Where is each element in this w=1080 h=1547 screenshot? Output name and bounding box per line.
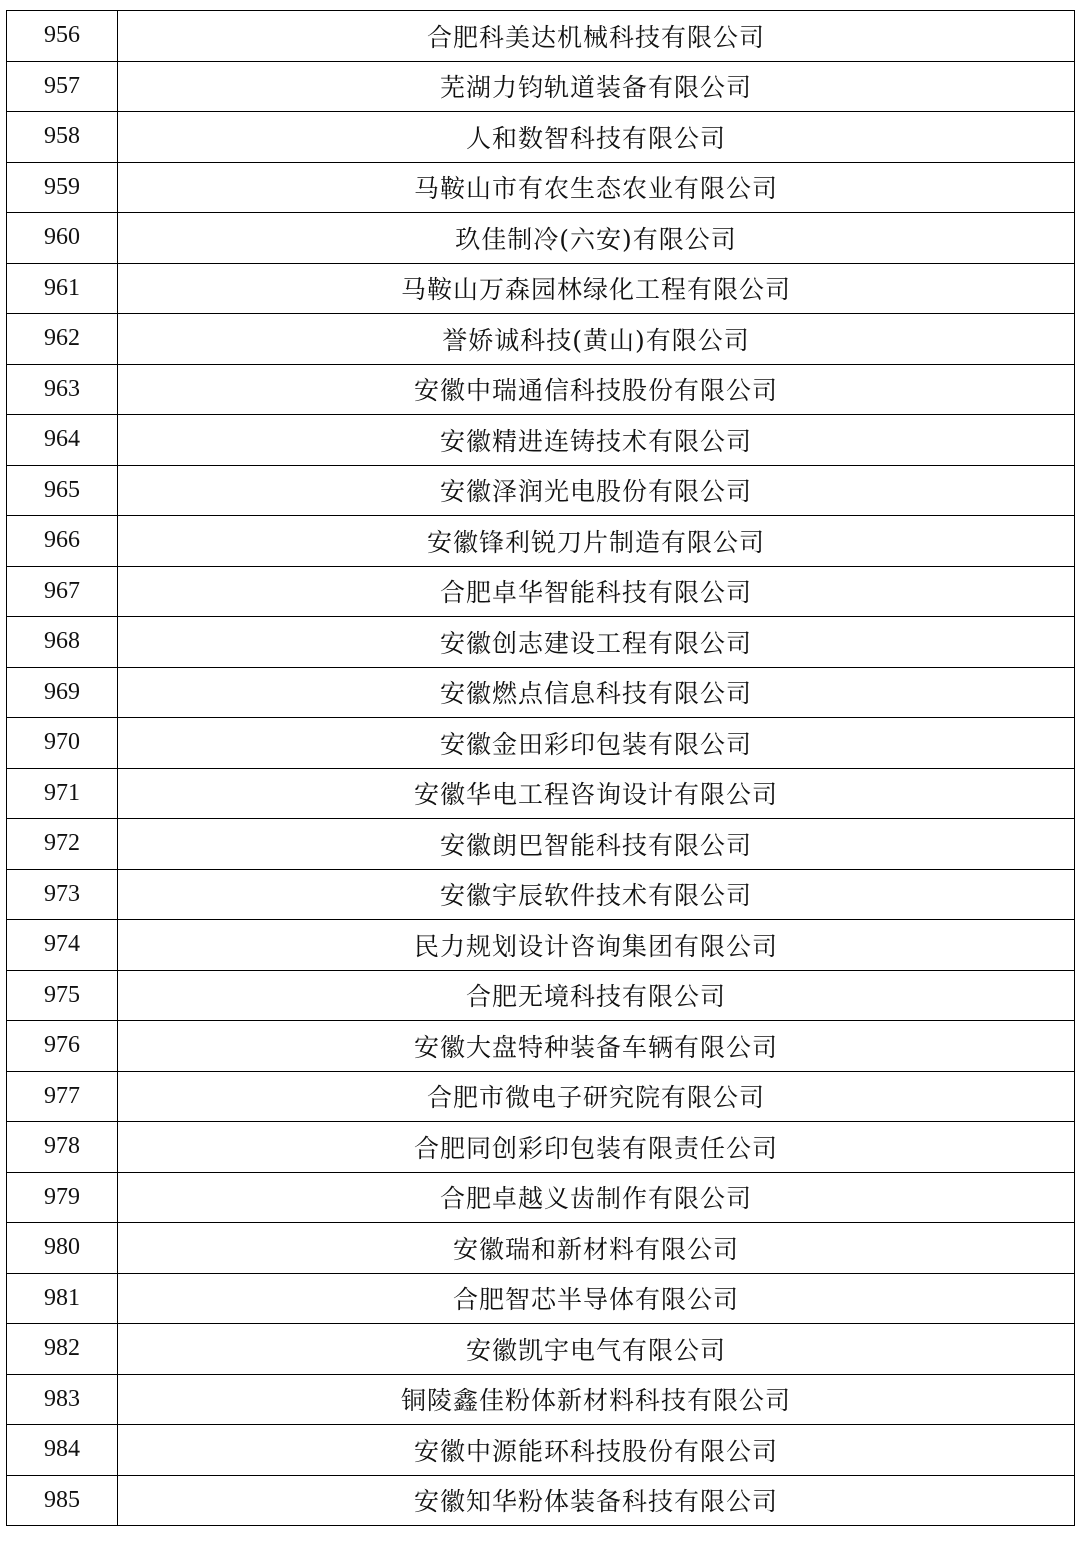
row-number-cell: 964 <box>7 415 118 466</box>
table-row <box>7 768 1075 819</box>
row-number-cell: 959 <box>7 162 118 213</box>
row-number-cell: 972 <box>7 819 118 870</box>
row-number-cell: 978 <box>7 1122 118 1173</box>
company-name-cell: 芜湖力钧轨道装备有限公司 <box>118 61 1075 112</box>
company-name-cell: 安徽凯宇电气有限公司 <box>118 1324 1075 1375</box>
table-row <box>7 162 1075 213</box>
company-name-cell: 合肥卓华智能科技有限公司 <box>118 566 1075 617</box>
company-name-cell: 安徽宇辰软件技术有限公司 <box>118 869 1075 920</box>
table-row <box>7 566 1075 617</box>
company-name-cell: 安徽燃点信息科技有限公司 <box>118 667 1075 718</box>
table-row <box>7 1324 1075 1375</box>
table-row <box>7 516 1075 567</box>
table-row <box>7 869 1075 920</box>
row-number-cell: 977 <box>7 1071 118 1122</box>
row-number-cell: 966 <box>7 516 118 567</box>
table-row <box>7 112 1075 163</box>
table-row <box>7 263 1075 314</box>
row-number-cell: 975 <box>7 970 118 1021</box>
row-number-cell: 963 <box>7 364 118 415</box>
table-row <box>7 970 1075 1021</box>
table-row <box>7 465 1075 516</box>
table-row <box>7 1475 1075 1526</box>
table-row <box>7 1223 1075 1274</box>
table-row <box>7 415 1075 466</box>
row-number-cell: 982 <box>7 1324 118 1375</box>
company-name-cell: 合肥卓越义齿制作有限公司 <box>118 1172 1075 1223</box>
company-name-cell: 安徽精进连铸技术有限公司 <box>118 415 1075 466</box>
row-number-cell: 960 <box>7 213 118 264</box>
row-number-cell: 968 <box>7 617 118 668</box>
table-body <box>7 11 1075 1526</box>
row-number-cell: 981 <box>7 1273 118 1324</box>
table-row <box>7 920 1075 971</box>
row-number-cell: 961 <box>7 263 118 314</box>
row-number-cell: 974 <box>7 920 118 971</box>
table-row <box>7 364 1075 415</box>
company-list-table <box>6 10 1075 1526</box>
row-number-cell: 976 <box>7 1021 118 1072</box>
row-number-cell: 956 <box>7 11 118 62</box>
row-number-cell: 971 <box>7 768 118 819</box>
table-row <box>7 1172 1075 1223</box>
table-row <box>7 1071 1075 1122</box>
row-number-cell: 958 <box>7 112 118 163</box>
row-number-cell: 965 <box>7 465 118 516</box>
row-number-cell: 962 <box>7 314 118 365</box>
row-number-cell: 969 <box>7 667 118 718</box>
company-name-cell: 玖佳制冷(六安)有限公司 <box>118 213 1075 264</box>
table-row <box>7 1425 1075 1476</box>
company-name-cell: 安徽创志建设工程有限公司 <box>118 617 1075 668</box>
company-name-cell: 安徽金田彩印包装有限公司 <box>118 718 1075 769</box>
row-number-cell: 984 <box>7 1425 118 1476</box>
row-number-cell: 979 <box>7 1172 118 1223</box>
row-number-cell: 967 <box>7 566 118 617</box>
company-name-cell: 安徽华电工程咨询设计有限公司 <box>118 768 1075 819</box>
company-name-cell: 安徽中源能环科技股份有限公司 <box>118 1425 1075 1476</box>
table-row <box>7 1021 1075 1072</box>
company-name-cell: 合肥科美达机械科技有限公司 <box>118 11 1075 62</box>
company-name-cell: 安徽中瑞通信科技股份有限公司 <box>118 364 1075 415</box>
row-number-cell: 983 <box>7 1374 118 1425</box>
company-name-cell: 合肥市微电子研究院有限公司 <box>118 1071 1075 1122</box>
table-row <box>7 61 1075 112</box>
company-name-cell: 合肥同创彩印包装有限责任公司 <box>118 1122 1075 1173</box>
row-number-cell: 980 <box>7 1223 118 1274</box>
company-name-cell: 马鞍山万森园林绿化工程有限公司 <box>118 263 1075 314</box>
table-row <box>7 314 1075 365</box>
company-list-table-container <box>6 10 1074 1526</box>
company-name-cell: 合肥无境科技有限公司 <box>118 970 1075 1021</box>
company-name-cell: 铜陵鑫佳粉体新材料科技有限公司 <box>118 1374 1075 1425</box>
company-name-cell: 誉娇诚科技(黄山)有限公司 <box>118 314 1075 365</box>
row-number-cell: 985 <box>7 1475 118 1526</box>
table-row <box>7 213 1075 264</box>
row-number-cell: 957 <box>7 61 118 112</box>
table-row <box>7 1122 1075 1173</box>
company-name-cell: 安徽泽润光电股份有限公司 <box>118 465 1075 516</box>
company-name-cell: 安徽锋利锐刀片制造有限公司 <box>118 516 1075 567</box>
company-name-cell: 人和数智科技有限公司 <box>118 112 1075 163</box>
table-row <box>7 1374 1075 1425</box>
table-row <box>7 617 1075 668</box>
company-name-cell: 安徽瑞和新材料有限公司 <box>118 1223 1075 1274</box>
company-name-cell: 民力规划设计咨询集团有限公司 <box>118 920 1075 971</box>
company-name-cell: 安徽知华粉体装备科技有限公司 <box>118 1475 1075 1526</box>
company-name-cell: 马鞍山市有农生态农业有限公司 <box>118 162 1075 213</box>
table-row <box>7 1273 1075 1324</box>
table-row <box>7 11 1075 62</box>
row-number-cell: 970 <box>7 718 118 769</box>
table-row <box>7 718 1075 769</box>
table-row <box>7 667 1075 718</box>
table-row <box>7 819 1075 870</box>
company-name-cell: 安徽大盘特种装备车辆有限公司 <box>118 1021 1075 1072</box>
company-name-cell: 合肥智芯半导体有限公司 <box>118 1273 1075 1324</box>
row-number-cell: 973 <box>7 869 118 920</box>
company-name-cell: 安徽朗巴智能科技有限公司 <box>118 819 1075 870</box>
